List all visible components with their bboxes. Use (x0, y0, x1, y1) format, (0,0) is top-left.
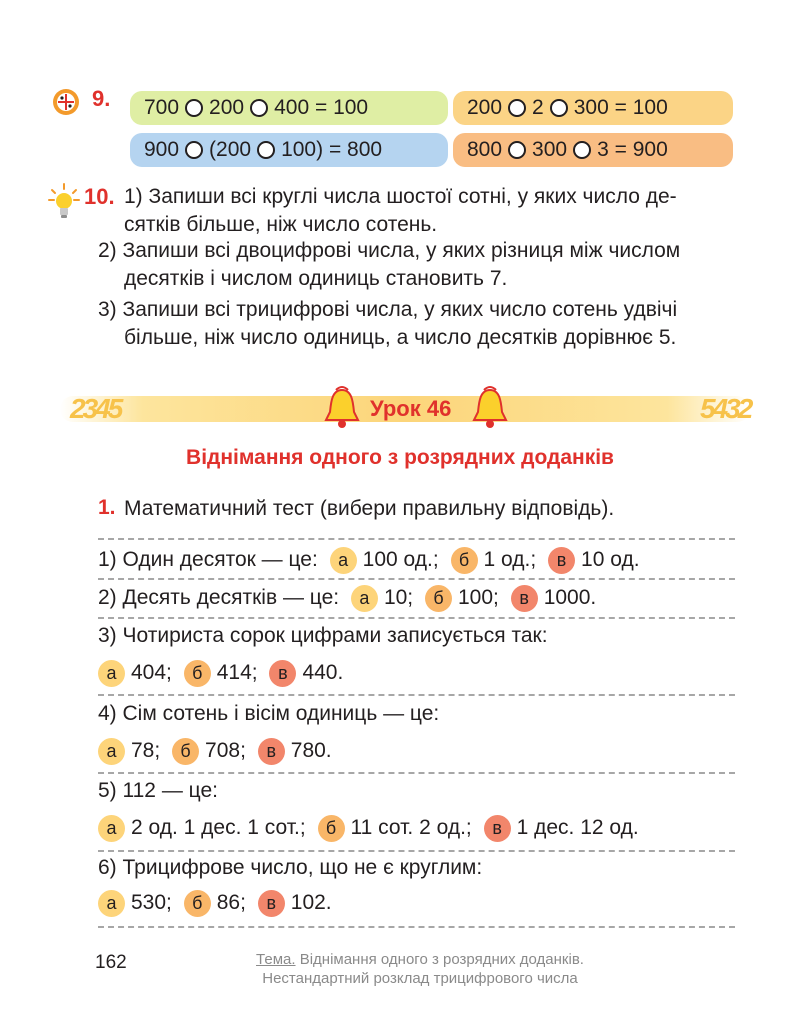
equation-3 (130, 133, 448, 167)
task10-number: 10. (84, 184, 115, 209)
task10-line: більше, ніж число одиниць, а число десятків дорівнює 5. (124, 326, 677, 349)
task10-line: десятків і числом одиниць становить 7. (124, 267, 508, 290)
answer-a-badge[interactable]: а (351, 585, 378, 612)
blank-circle[interactable] (508, 141, 526, 159)
answer-v-badge[interactable]: в (269, 660, 296, 687)
answer-b: 86; (216, 891, 246, 915)
answer-a-badge[interactable]: а (98, 660, 125, 687)
eq-value: 2 (532, 96, 544, 119)
page-number: 162 (95, 952, 127, 973)
answer-v: 102. (290, 891, 332, 915)
question-5 (98, 779, 218, 803)
blank-circle[interactable] (185, 99, 203, 117)
task9-number: 9. (92, 86, 111, 111)
question-text: 6) Трицифрове число, що не є круглим: (98, 856, 483, 879)
banner-digits-right: 5432 (700, 393, 751, 424)
eq-value: 3 = 900 (597, 138, 668, 161)
task10-items (98, 237, 738, 352)
banner-digits-left: 2345 (70, 393, 121, 424)
question-text: 3) Чотириста сорок цифрами записується так: (98, 624, 548, 647)
answer-v-badge[interactable]: в (258, 890, 285, 917)
answer-a: 100 од.; (362, 548, 439, 572)
theme-line-1: Віднімання одного з розрядних доданків. (295, 951, 584, 968)
divider (98, 772, 735, 774)
question-6-answers (92, 890, 332, 917)
answer-v: 10 од. (581, 548, 640, 572)
answer-b-badge[interactable]: б (172, 738, 199, 765)
divider (98, 578, 735, 580)
answer-b: 1 од.; (483, 548, 537, 572)
answer-a-badge[interactable]: а (330, 547, 357, 574)
task1-intro: Математичний тест (вибери правильну відповідь). (124, 497, 615, 520)
eq-value: 300 (532, 138, 568, 161)
eq-value: 800 (467, 138, 503, 161)
eq-value: 400 = 100 (274, 96, 369, 119)
answer-a: 2 од. 1 дес. 1 сот.; (131, 816, 306, 840)
eq-value: (200 (209, 138, 252, 161)
answer-a: 78; (131, 739, 161, 763)
eq-value: 300 = 100 (573, 96, 668, 119)
blank-circle[interactable] (185, 141, 203, 159)
blank-circle[interactable] (257, 141, 275, 159)
answer-a-badge[interactable]: а (98, 890, 125, 917)
bell-icon-right (470, 386, 510, 430)
equation-1 (130, 91, 448, 125)
blank-circle[interactable] (550, 99, 568, 117)
answer-v: 440. (302, 661, 344, 685)
blank-circle[interactable] (250, 99, 268, 117)
blank-circle[interactable] (573, 141, 591, 159)
answer-b-badge[interactable]: б (451, 547, 478, 574)
question-4-answers (92, 738, 332, 765)
question-3-answers (92, 660, 343, 687)
answer-v-badge[interactable]: в (511, 585, 538, 612)
answer-v-badge[interactable]: в (258, 738, 285, 765)
answer-b-badge[interactable]: б (318, 815, 345, 842)
divider (98, 538, 735, 540)
question-1 (98, 547, 640, 574)
theme-label: Тема. (256, 951, 296, 968)
task10-line: 1) Запиши всі круглі числа шостої сотні, у яких число де- (124, 185, 677, 208)
question-text: 4) Сім сотень і вісім одиниць — це: (98, 702, 440, 725)
divider (98, 850, 735, 852)
divider (98, 926, 735, 928)
answer-b: 11 сот. 2 од.; (350, 816, 472, 840)
task10-line: сятків більше, ніж число сотень. (124, 213, 438, 236)
answer-v: 780. (290, 739, 332, 763)
eq-value: 900 (144, 138, 180, 161)
lightbulb-icon (48, 182, 80, 222)
answer-b: 100; (457, 586, 499, 610)
answer-a: 10; (383, 586, 414, 610)
eq-value: 200 (467, 96, 503, 119)
divider (98, 617, 735, 619)
equation-4 (453, 133, 733, 167)
answer-b-badge[interactable]: б (184, 890, 211, 917)
answer-v: 1 дес. 12 од. (516, 816, 639, 840)
question-text: 2) Десять десятків — це: (98, 586, 340, 610)
task10-line: 2) Запиши всі двоцифрові числа, у яких різниця між числом (98, 239, 681, 262)
answer-a-badge[interactable]: а (98, 815, 125, 842)
question-text: 1) Один десяток — це: (98, 548, 318, 572)
lesson-title: Урок 46 (370, 396, 452, 421)
question-6 (98, 856, 482, 880)
task1-number: 1. (98, 496, 116, 519)
answer-a: 404; (131, 661, 172, 685)
answer-v-badge[interactable]: в (484, 815, 511, 842)
calc-icon (52, 88, 80, 116)
eq-value: 700 (144, 96, 180, 119)
eq-value: 200 (209, 96, 245, 119)
answer-a: 530; (131, 891, 172, 915)
answer-b-badge[interactable]: б (425, 585, 452, 612)
question-text: 5) 112 — це: (98, 779, 218, 802)
footer-theme (200, 950, 640, 988)
question-4 (98, 702, 439, 726)
bell-icon-left (322, 386, 362, 430)
answer-v: 1000. (543, 586, 597, 610)
question-2 (98, 585, 596, 612)
answer-b: 708; (205, 739, 246, 763)
question-3 (98, 624, 548, 648)
eq-value: 100) = 800 (281, 138, 383, 161)
divider (98, 694, 735, 696)
answer-a-badge[interactable]: а (98, 738, 125, 765)
answer-b: 414; (216, 661, 258, 685)
question-5-answers (92, 815, 639, 842)
answer-b-badge[interactable]: б (184, 660, 211, 687)
equation-2 (453, 91, 733, 125)
answer-v-badge[interactable]: в (548, 547, 575, 574)
task10-text (124, 183, 739, 239)
blank-circle[interactable] (508, 99, 526, 117)
lesson-topic: Віднімання одного з розрядних доданків (186, 446, 614, 469)
theme-line-2: Нестандартний розклад трицифрового числа (262, 970, 578, 987)
task10-line: 3) Запиши всі трицифрові числа, у яких число сотень удвічі (98, 298, 678, 321)
